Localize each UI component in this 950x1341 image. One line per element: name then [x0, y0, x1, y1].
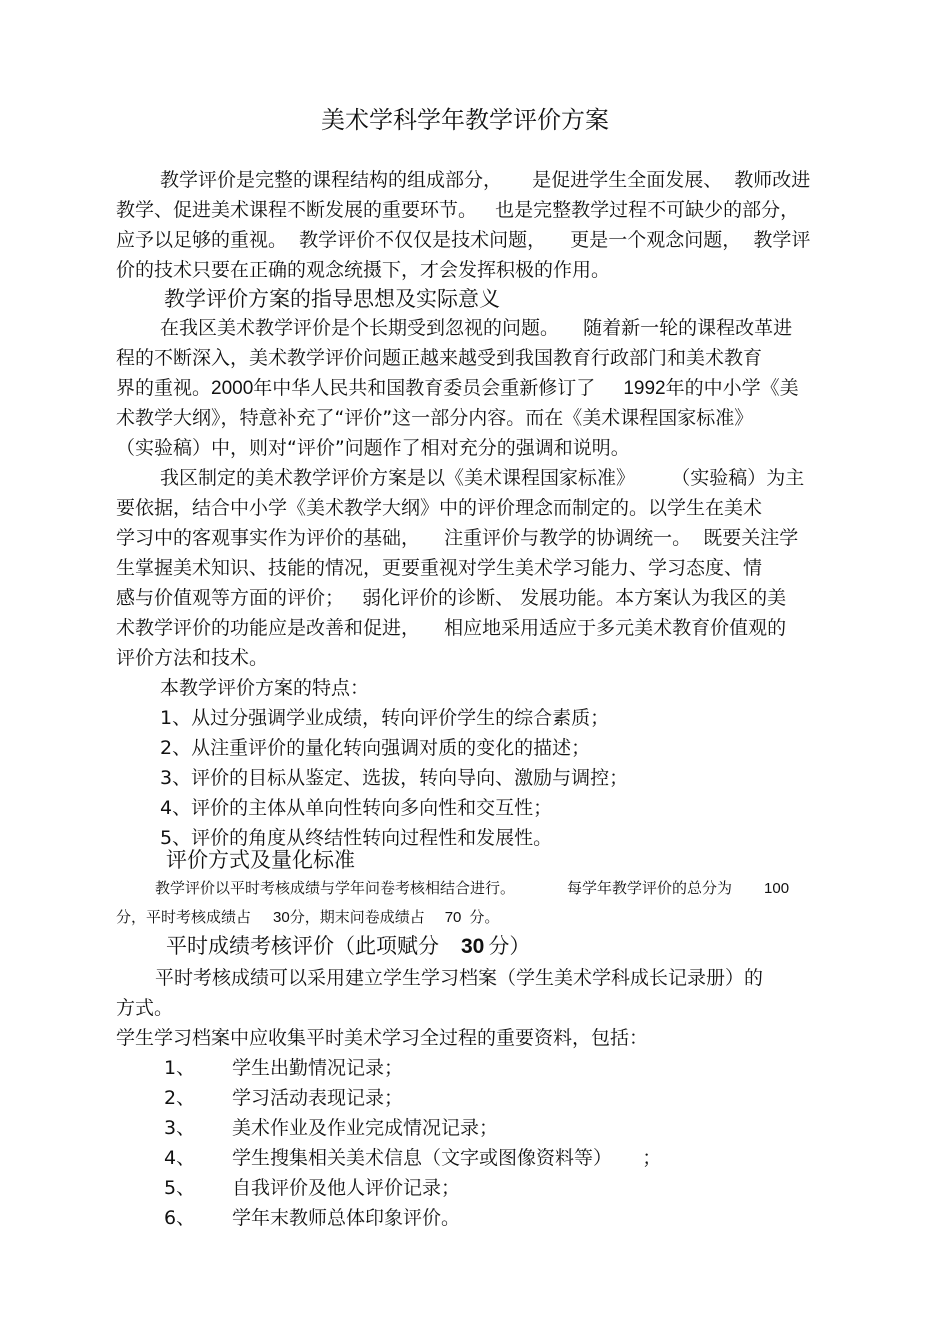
- section-heading-guiding-thought: 教学评价方案的指导思想及实际意义: [164, 287, 500, 311]
- intro-line-1: 教学评价是完整的课程结构的组成部分， 是促进学生全面发展、 教师改进: [160, 169, 811, 191]
- list-item: 学年末教师总体印象评价。: [232, 1207, 461, 1229]
- text-span: 教学评价以平时考核成绩与学年问卷考核相结合进行。: [155, 879, 516, 897]
- text-span: 分）: [488, 934, 531, 958]
- year-2000: 2000: [211, 378, 254, 399]
- list-number: 1、: [164, 1057, 196, 1079]
- text-span: 平时成绩考核评价（此项赋分: [166, 934, 439, 958]
- paragraph-line: 在我区美术教学评价是个长期受到忽视的问题。 随着新一轮的课程改革进: [160, 317, 793, 339]
- text-span: 每学年教学评价的总分为: [567, 879, 733, 897]
- year-1992: 1992: [623, 378, 666, 399]
- paragraph-line: 术教学评价的功能应是改善和促进， 相应地采用适应于多元美术教育价值观的: [116, 617, 787, 639]
- paragraph-line: 感与价值观等方面的评价； 弱化评价的诊断、 发展功能。本方案认为我区的美: [116, 587, 787, 609]
- small-text-line-2: [116, 906, 499, 929]
- intro-line-4: 价的技术只要在正确的观念统摄下，才会发挥积极的作用。: [116, 259, 611, 281]
- feature-item: 4、评价的主体从单向性转向多向性和交互性；: [160, 797, 553, 819]
- list-item: 学习活动表现记录；: [232, 1087, 404, 1109]
- list-number: 5、: [164, 1177, 196, 1199]
- section-heading-regular-assessment: [166, 932, 530, 961]
- paragraph-line: 学生学习档案中应收集平时美术学习全过程的重要资料，包括：: [116, 1027, 649, 1049]
- text-span: 分，平时考核成绩占: [116, 908, 252, 926]
- text-span: 分。: [469, 908, 500, 926]
- list-item: 学生出勤情况记录；: [232, 1057, 404, 1079]
- paragraph-line: 要依据，结合中小学《美术教学大纲》中的评价理念而制定的。以学生在美术: [116, 497, 763, 519]
- total-score: 100: [764, 880, 790, 897]
- paragraph-line: 程的不断深入，美术教学评价问题正越来越受到我国教育行政部门和美术教育: [116, 347, 763, 369]
- list-number: 4、: [164, 1147, 196, 1169]
- final-score: 70: [444, 909, 462, 926]
- paragraph-line: [116, 376, 799, 401]
- paragraph-line: 学习中的客观事实作为评价的基础， 注重评价与教学的协调统一。 既要关注学: [116, 527, 799, 549]
- features-intro: 本教学评价方案的特点：: [160, 677, 370, 699]
- paragraph-line: 我区制定的美术教学评价方案是以《美术课程国家标准》 （实验稿）为主: [160, 467, 805, 489]
- list-number: 6、: [164, 1207, 196, 1229]
- feature-item: 2、从注重评价的量化转向强调对质的变化的描述；: [160, 737, 591, 759]
- regular-score: 30: [273, 909, 290, 926]
- heading-score: 30: [461, 935, 485, 958]
- text-span: 分，期末问卷成绩占: [289, 908, 425, 926]
- section-heading-evaluation-method: 评价方式及量化标准: [166, 848, 355, 872]
- intro-line-3: 应予以足够的重视。 教学评价不仅仅是技术问题， 更是一个观念问题， 教学评: [116, 229, 811, 251]
- paragraph-line: 评价方法和技术。: [116, 647, 269, 669]
- intro-line-2: 教学、促进美术课程不断发展的重要环节。 也是完整教学过程不可缺少的部分，: [116, 199, 800, 221]
- paragraph-line: 方式。: [116, 997, 174, 1019]
- list-number: 3、: [164, 1117, 196, 1139]
- text-span: 年中华人民共和国教育委员会重新修订了: [253, 377, 596, 399]
- paragraph-line: 生掌握美术知识、技能的情况，更要重视对学生美术学习能力、学习态度、情: [116, 557, 763, 579]
- list-item: 美术作业及作业完成情况记录；: [232, 1117, 499, 1139]
- small-text-line-1: [155, 877, 789, 900]
- page-title: 美术学科学年教学评价方案: [321, 106, 609, 134]
- text-span: 界的重视。: [116, 377, 212, 399]
- paragraph-line: （实验稿）中，则对“评价”问题作了相对充分的强调和说明。: [116, 437, 630, 459]
- list-item: 学生搜集相关美术信息（文字或图像资料等） ；: [232, 1147, 662, 1169]
- list-number: 2、: [164, 1087, 196, 1109]
- feature-item: 3、评价的目标从鉴定、选拔，转向导向、激励与调控；: [160, 767, 629, 789]
- feature-item: 5、评价的角度从终结性转向过程性和发展性。: [160, 827, 553, 849]
- paragraph-line: 平时考核成绩可以采用建立学生学习档案（学生美术学科成长记录册）的: [155, 967, 764, 989]
- paragraph-line: 术教学大纲》，特意补充了“评价”这一部分内容。而在《美术课程国家标准》: [116, 407, 754, 429]
- list-item: 自我评价及他人评价记录；: [232, 1177, 461, 1199]
- feature-item: 1、从过分强调学业成绩，转向评价学生的综合素质；: [160, 707, 610, 729]
- text-span: 年的中小学《美: [665, 377, 799, 399]
